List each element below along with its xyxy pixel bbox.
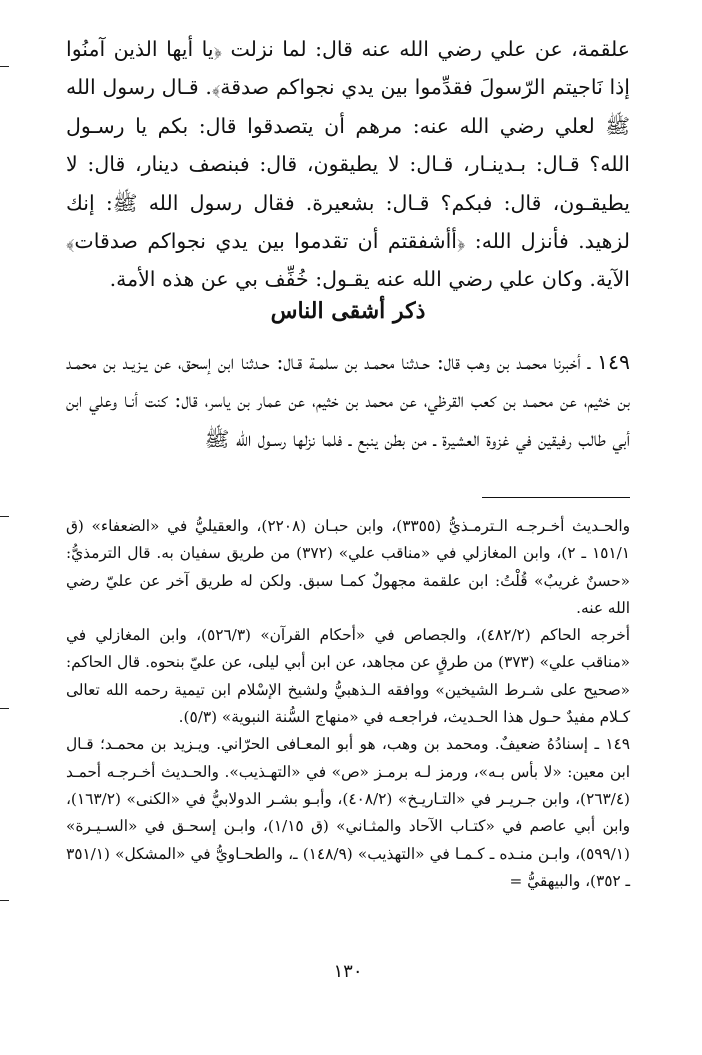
left-edge-mark xyxy=(0,66,9,67)
left-edge-mark xyxy=(0,516,9,517)
page-number: ١٣٠ xyxy=(333,961,363,982)
footnote-separator xyxy=(482,497,630,498)
left-edge-mark xyxy=(0,900,9,901)
main-text-hadith xyxy=(66,343,630,458)
footnotes xyxy=(66,513,630,895)
main-text-top xyxy=(66,30,630,299)
left-edge-mark xyxy=(0,708,9,709)
footnote-paragraph: والحـديث أخـرجـه الـترمـذيُّ (٣٣٥٥)، وابن حبـان (٢٢٠٨)، والعقيليُّ في «الضعفاء» (ق ١٥١/١ ـ ٢)، وابن المغازلي في «مناقب علي» (٣٧٢) من طريق سفيان به. قال الترمذيُّ: «حسنٌ غريبٌ» قُلْتُ: ابن علقمة مجهولٌ كمـا سبق. ولكن له طريق آخر عن عليّ رضي الله عنه. xyxy=(66,517,630,617)
body-paragraph: علقمة، عن علي رضي الله عنه قال: لما نزلت ﴿يا أيها الذين آمنُوا إذا نَاجيتم الرّسولَ فقدِّموا بين يدي نجواكم صدقة﴾. قـال رسول الله ﷺ لعلي رضي الله عنه: مرهم أن يتصدقوا قال: بكم يا رسـول الله؟ قـال: بـدينـار، قـال: لا يطيقون، قال: فبنصف دينار، قال: لا يطيقـون، قال: فبكم؟ قـال: بشعيرة. فقال رسول الله ﷺ: إنك لزهيد. فأنزل الله: ﴿أأشفقتم أن تقدموا بين يدي نجواكم صدقات﴾ الآية. وكان علي رضي الله عنه يقـول: خُفِّف بي عن هذه الأمة. xyxy=(66,37,630,292)
section-heading: ذكر أشقى الناس xyxy=(270,298,426,324)
hadith-paragraph: ١٤٩ ـ أخبرنا محمـد بن وهب قال: حـدثنا محمـد بن سلمـة قـال: حـدثنا ابن إسحق، عن يـزيـد بن محمـد بن خثيم، عن محمـد بن كعب القرظي، عن محمد بن خثيم، عن عمار بن ياسر، قال: كنت أنـا وعلي ابن أبي طالب رفيقين في غزوة العشيرة ـ من بطن ينبع ـ فلما نزلها رسـول الله ﷺ xyxy=(66,350,630,451)
footnote-paragraph: أخرجه الحاكم (٤٨٢/٢)، والجصاص في «أحكام القرآن» (٥٢٦/٣)، وابن المغازلي في «مناقب علي» (٣٧٣) من طرقٍ عن مجاهد، عن ابن أبي ليلى، عن عليّ بنحوه. قال الحاكم: «صحيح على شـرط الشيخين» ووافقه الـذهبيُّ ولشيخ الإسْلام ابن تيمية رحمه الله تعالى كـلام مفيدٌ حـول هذا الحـديث، فراجعـه في «منهاج السُّنة النبوية» (٥/٣). xyxy=(66,626,631,727)
footnote-paragraph: ١٤٩ ـ إسنادُهُ ضعيفٌ. ومحمد بن وهب، هو أبو المعـافى الحرّاني. ويـزيد بن محمـد؛ قـال ابن معين: «لا بأس بـه»، ورمز لـه برمـز «ص» في «التهـذيب». والحـديث أخـرجـه أحمـد (٢٦٣/٤)، وابن جـريـر في «التـاريـخ» (٤٠٨/٢)، وأبـو بشـر الدولابيُّ في «الكنى» (١٦٣/٢)، وابن أبي عاصم في «كتـاب الآحاد والمثـاني» (ق ١/١٥)، وابـن إسحـق في «السـيـرة» (٥٩٩/١)، وابـن منـده ـ كـمـا في «التهذيب» (١٤٨/٩) ـ، والطحـاويُّ في «المشكل» (٣٥١/١ ـ ٣٥٢)، والبيهقيُّ = xyxy=(66,735,631,890)
